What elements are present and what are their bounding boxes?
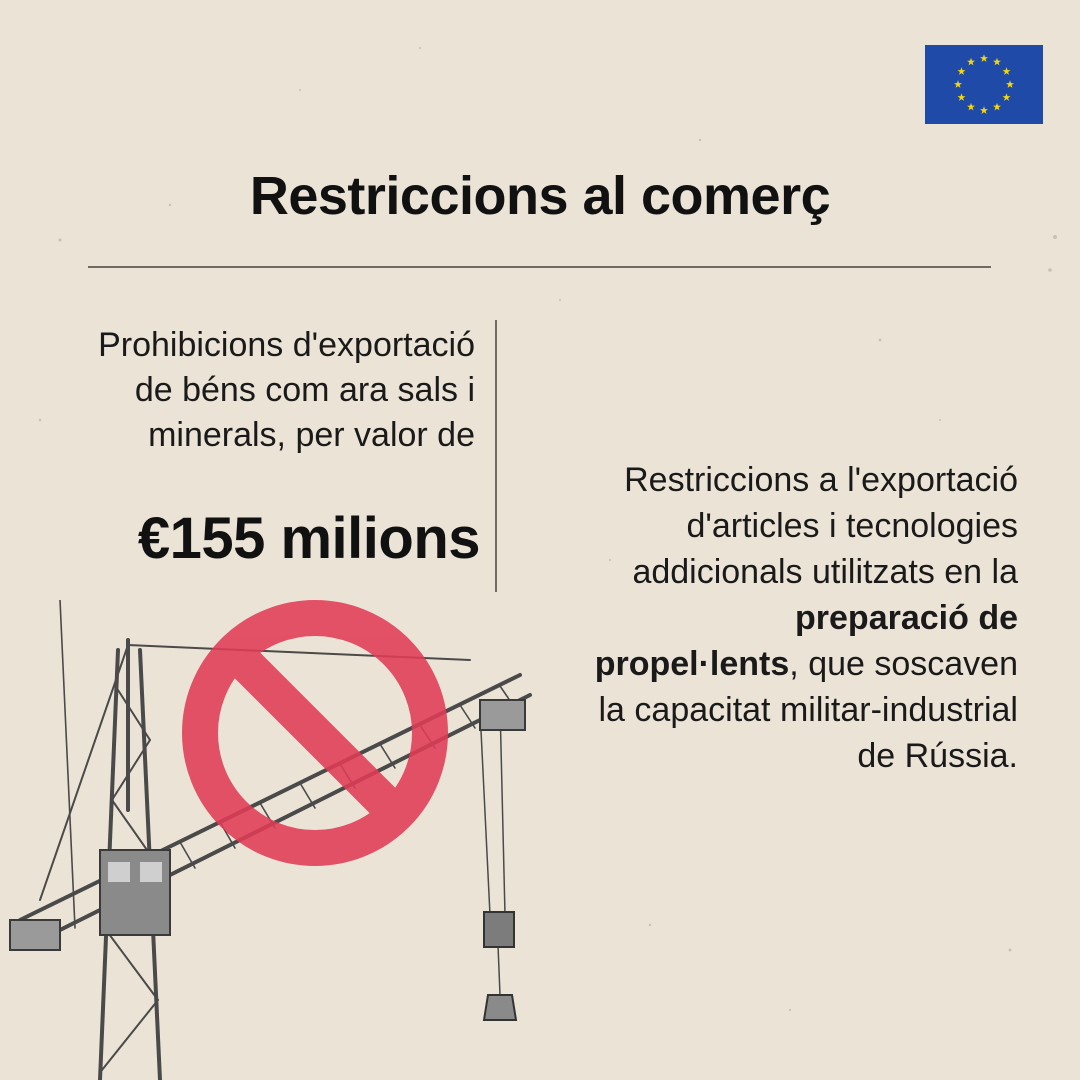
page-title: Restriccions al comerç <box>249 166 831 226</box>
restrictions-text-bold: preparació de propel·lents <box>594 599 1018 683</box>
restrictions-text <box>588 457 1018 779</box>
crane-image <box>0 600 570 1080</box>
restrictions-text-part1: Restriccions a l'exportació d'articles i tecnologies addicionals utilitzats en la <box>624 461 1018 591</box>
restrictions-text-part2: , que soscaven la capacitat militar-industrial de Rússia. <box>598 645 1018 775</box>
horizontal-divider <box>88 266 991 268</box>
export-ban-amount: €155 milions <box>137 506 480 571</box>
vertical-divider <box>495 320 497 592</box>
export-ban-text: Prohibicions d'exportació de béns com ara sals i minerals, per valor de <box>98 326 475 454</box>
eu-flag-icon <box>925 45 1043 124</box>
